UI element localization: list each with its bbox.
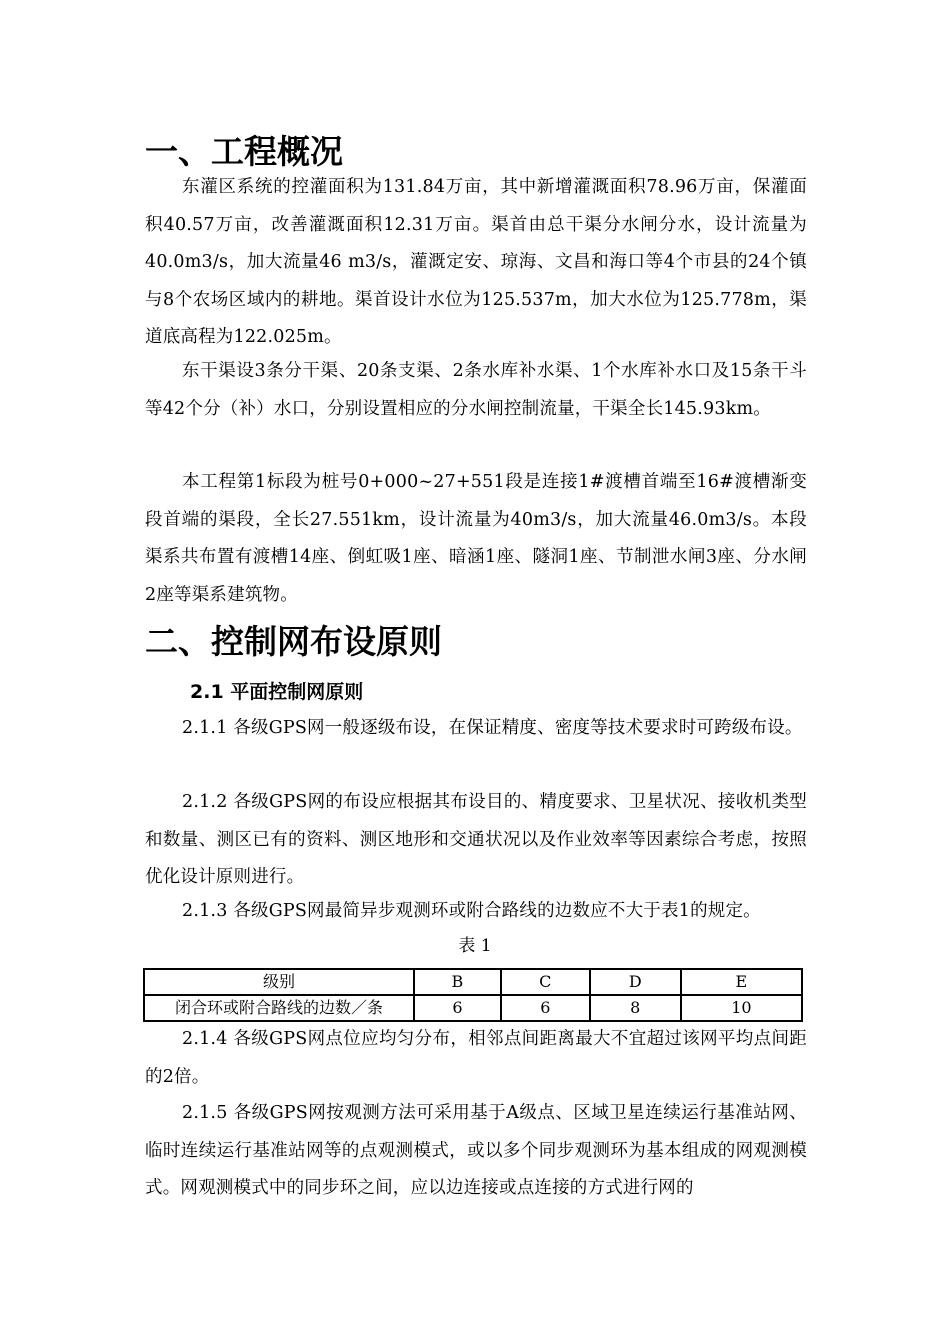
table-cell: 闭合环或附合路线的边数／条 — [144, 995, 414, 1021]
clause-2-1-1: 2.1.1 各级GPS网一般逐级布设，在保证精度、密度等技术要求时可跨级布设。 — [182, 718, 803, 738]
table-row — [144, 995, 802, 1021]
section-1-paragraph-2: 东干渠设3条分干渠、20条支渠、2条水库补水渠、1个水库补水口及15条干斗等42个分（补）水口，分别设置相应的分水闸控制流量，干渠全长145.93km。 — [145, 361, 807, 419]
clause-2-1-5: 2.1.5 各级GPS网按观测方法可采用基于A级点、区域卫星连续运行基准站网、临时连续运行基准站网等的点观测模式，或以多个同步观测环为基本组成的网观测模式。网观测模式中的同步环之间，应以边连接或点连接的方式进行网的 — [145, 1103, 807, 1198]
clause-2-1-4: 2.1.4 各级GPS网点位应均匀分布，相邻点间距离最大不宜超过该网平均点间距的2倍。 — [145, 1029, 807, 1087]
table-cell: 6 — [414, 995, 501, 1021]
clause-2-1-2: 2.1.2 各级GPS网的布设应根据其布设目的、精度要求、卫星状况、接收机类型和数量、测区已有的资料、测区地形和交通状况以及作业效率等因素综合考虑，按照优化设计原则进行。 — [145, 792, 807, 887]
table-caption: 表 1 — [458, 936, 492, 956]
section-1-paragraph-1: 东灌区系统的控灌面积为131.84万亩，其中新增灌溉面积78.96万亩，保灌面积40.57万亩，改善灌溉面积12.31万亩。渠首由总干渠分水闸分水，设计流量为40.0m3/s，加大流量46 m3/s，灌溉定安、琼海、文昌和海口等4个市县的24个镇与8个农场区域内的耕地。渠首设计水位为125.537m，加大水位为125.778m，渠道底高程为122.025m。 — [145, 177, 807, 347]
table-cell: 8 — [590, 995, 681, 1021]
table-cell: 10 — [681, 995, 802, 1021]
table-header-cell: E — [681, 969, 802, 995]
table-header-row — [144, 969, 802, 995]
table-header-cell: B — [414, 969, 501, 995]
section-1-paragraph-3: 本工程第1标段为桩号0+000~27+551段是连接1#渡槽首端至16#渡槽渐变段首端的渠段，全长27.551km，设计流量为40m3/s，加大流量46.0m3/s。本段渠系共布置有渡槽14座、倒虹吸1座、暗涵1座、隧洞1座、节制泄水闸3座、分水闸2座等渠系建筑物。 — [145, 472, 807, 605]
table-header-cell: 级别 — [144, 969, 414, 995]
section-2-heading: 二、控制网布设原则 — [145, 622, 442, 661]
edge-count-table — [143, 968, 803, 1022]
table-cell: 6 — [501, 995, 590, 1021]
table-header-cell: C — [501, 969, 590, 995]
table-header-cell: D — [590, 969, 681, 995]
section-2-1-subheading: 2.1 平面控制网原则 — [190, 681, 364, 703]
clause-2-1-3: 2.1.3 各级GPS网最简异步观测环或附合路线的边数应不大于表1的规定。 — [182, 901, 761, 921]
section-1-heading: 一、工程概况 — [145, 132, 343, 171]
